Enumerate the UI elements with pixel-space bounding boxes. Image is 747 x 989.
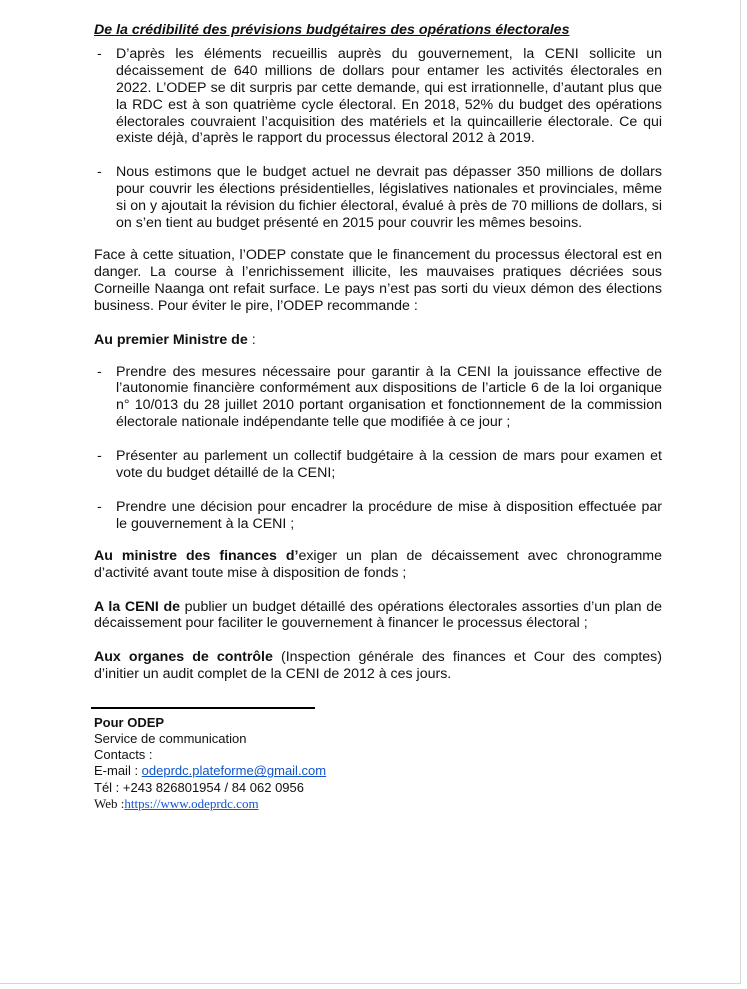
footer: [94, 715, 662, 813]
organes-text: (Inspection générale des finances et Cour des comptes) d’initier un audit complet de la CENI de 2012 à ces jours.: [94, 649, 663, 683]
heading-colon: :: [247, 331, 256, 348]
bullet-dash: -: [97, 164, 102, 181]
bullet-text: D’après les éléments recueillis auprès du gouvernement, la CENI sollicite un décaissement de 640 millions de dollars pour entamer les activités électorales en 2022. L’ODEP se dit surpris par cette demande, qui est irrationnelle, d’autant plus que la RDC est à son quatrième cycle électoral. En 2018, 52% du budget des opérations électorales couvraient l’acquisition des matériels et la quincaillerie électorale. Ce qui existe déjà, d’après le rapport du processus électoral 2012 à 2019.: [116, 45, 662, 147]
bullet-dash: -: [97, 45, 102, 62]
section-title: De la crédibilité des prévisions budgétaires des opérations électorales: [94, 22, 570, 38]
email-link[interactable]: odeprdc.plateforme@gmail.com: [141, 763, 327, 779]
bullet-dash: -: [97, 448, 102, 465]
ministre-finances-paragraph: [94, 548, 662, 582]
list-item: [94, 164, 662, 232]
organes-paragraph: [94, 649, 662, 683]
ceni-label: A la CENI de: [94, 598, 180, 615]
list-item: [94, 499, 662, 533]
situation-paragraph: Face à cette situation, l’ODEP constate que le financement du processus électoral est en danger. La course à l’enrichissement illicite, les mauvaises pratiques décriées sous Corneille Naanga ont refait surface. Le pays n’est pas sorti du vieux démon des élections business. Pour éviter le pire, l’ODEP recommande :: [94, 246, 662, 314]
service-name: Service de communication: [94, 730, 247, 746]
document-content: [94, 22, 662, 812]
bullet-text: Présenter au parlement un collectif budgétaire à la cession de mars pour examen et vote du budget détaillé de la CENI;: [116, 448, 662, 482]
list-item: [94, 448, 662, 482]
web-line: [94, 796, 662, 812]
contacts-label: Contacts :: [94, 747, 153, 763]
premier-ministre-label: Au premier Ministre de: [94, 331, 248, 348]
bullet-dash: -: [97, 498, 102, 515]
bullet-dash: -: [97, 363, 102, 380]
signature: Pour ODEP: [94, 714, 165, 730]
signature-divider: [91, 707, 315, 708]
email-label: E-mail :: [94, 763, 142, 779]
ministre-finances-label: Au ministre des finances d’: [94, 547, 299, 564]
email-line: [94, 763, 662, 779]
phone-line: Tél : +243 826801954 / 84 062 0956: [94, 779, 304, 795]
web-label: Web :: [94, 796, 125, 812]
bullet-text: Prendre des mesures nécessaire pour garantir à la CENI la jouissance effective de l’autonomie financière conformément aux dispositions de l’article 6 de la loi organique n° 10/013 du 28 juillet 2010 portant organisation et fonctionnement de la commission électorale nationale indépendante telle que modifiée à ce jour ;: [116, 363, 662, 431]
bullet-text: Prendre une décision pour encadrer la procédure de mise à disposition effectuée par le gouvernement à la CENI ;: [116, 498, 662, 532]
ceni-text: publier un budget détaillé des opérations électorales assorties d’un plan de décaissement pour faciliter le gouvernement à financer le processus électoral ;: [94, 598, 662, 632]
list-item: [94, 364, 662, 432]
list-item: [94, 46, 662, 147]
ministre-finances-text: exiger un plan de décaissement avec chronogramme d’activité avant toute mise à disposition de fonds ;: [94, 547, 662, 581]
bullet-text: Nous estimons que le budget actuel ne devrait pas dépasser 350 millions de dollars pour couvrir les élections présidentielles, législatives nationales et provinciales, même si on y ajoutait la révision du fichier électoral, évalué à près de 70 millions de dollars, si on s’en tient au budget présenté en 2015 pour couvrir les mêmes besoins.: [116, 164, 662, 232]
web-link[interactable]: https://www.odeprdc.com: [124, 796, 259, 812]
premier-ministre-heading: [94, 332, 662, 349]
organes-label: Aux organes de contrôle: [94, 649, 273, 666]
ceni-paragraph: [94, 599, 662, 633]
